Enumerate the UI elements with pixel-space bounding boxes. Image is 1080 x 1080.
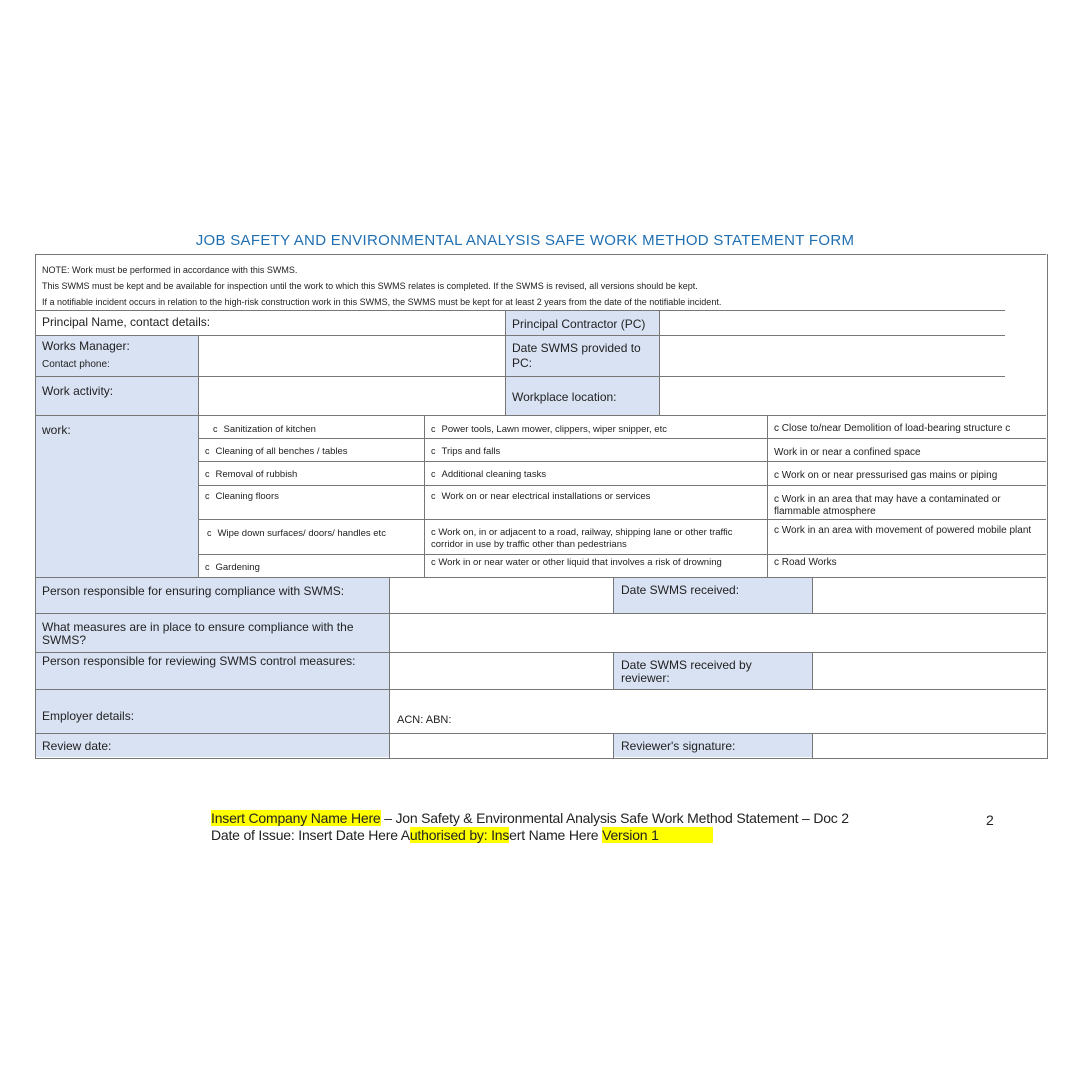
person-reviewing-label: Person responsible for reviewing SWMS control measures: [42, 654, 356, 668]
line-v3 [659, 310, 660, 416]
line-h3 [35, 376, 1005, 377]
hazard-label[interactable]: c Work on or near pressurised gas mains or piping [774, 470, 998, 481]
date-swms-provided-label: Date SWMS provided to PC: [512, 341, 641, 370]
hazard-label[interactable]: c Road Works [774, 557, 837, 568]
principal-name-label: Principal Name, contact details: [42, 315, 211, 329]
line-h9 [198, 554, 1046, 555]
work-activity-label: Work activity: [42, 384, 114, 398]
date-swms-received-label: Date SWMS received: [621, 583, 740, 597]
footer-line-2 [211, 827, 713, 843]
line-v1 [198, 335, 199, 578]
task-label: Wipe down surfaces/ doors/ handles etc [217, 528, 386, 539]
hazard-label[interactable]: c Work in an area with movement of powered mobile plant [774, 525, 1032, 536]
principal-contractor-label: Principal Contractor (PC) [512, 317, 646, 331]
hazard-item[interactable] [431, 490, 650, 503]
hazard-item[interactable] [431, 468, 546, 481]
hazard-item[interactable] [431, 423, 667, 436]
acn-abn-label: ACN: ABN: [397, 714, 452, 726]
checkbox-icon[interactable]: c [205, 446, 210, 456]
checkbox-icon[interactable]: c [431, 469, 436, 479]
footer-authorised: uthorised by: Ins [409, 827, 510, 843]
checkbox-icon[interactable]: c [205, 491, 210, 501]
footer-doc-title: – Jon Safety & Environmental Analysis Safe Work Method Statement – Doc 2 [380, 810, 849, 826]
form-notes [42, 262, 721, 310]
footer-company: Insert Company Name Here [211, 810, 381, 826]
checkbox-icon[interactable]: c [205, 562, 210, 572]
line-h5 [198, 438, 1046, 439]
line-h12 [35, 652, 1046, 653]
hazard-label: Trips and falls [441, 446, 501, 457]
task-item[interactable] [207, 527, 386, 540]
hazard-label[interactable]: Work in or near a confined space [774, 447, 921, 458]
checkbox-icon[interactable]: c [431, 446, 436, 456]
task-item[interactable] [205, 561, 260, 574]
footer-line-1 [211, 810, 849, 826]
task-label: Removal of rubbish [215, 469, 298, 480]
line-v4 [424, 415, 425, 578]
line-h2 [35, 335, 1005, 336]
task-item[interactable] [205, 490, 279, 503]
workplace-location-label: Workplace location: [512, 390, 617, 404]
hazard-label[interactable]: c Work in or near water or other liquid that involves a risk of drowning [431, 557, 722, 568]
task-label: Sanitization of kitchen [223, 424, 316, 435]
task-item[interactable] [213, 423, 316, 436]
line-v10 [812, 652, 813, 690]
line-v6 [389, 577, 390, 758]
note-line-3: If a notifiable incident occurs in relation to the high-risk construction work in this SWMS, the SWMS must be kept for at least 2 years from the date of the notifiable incident. [42, 297, 722, 307]
form-title: JOB SAFETY AND ENVIRONMENTAL ANALYSIS SAFE WORK METHOD STATEMENT FORM [195, 232, 855, 249]
line-v11 [613, 733, 614, 758]
task-item[interactable] [205, 445, 348, 458]
date-received-reviewer-label: Date SWMS received by reviewer: [621, 658, 752, 685]
checkbox-icon[interactable]: c [431, 491, 436, 501]
hazard-label: Power tools, Lawn mower, clippers, wiper snipper, etc [441, 424, 667, 435]
works-manager-label: Works Manager: [42, 339, 130, 353]
contact-phone-label: Contact phone: [42, 359, 110, 370]
line-v5 [767, 415, 768, 578]
line-h8 [198, 519, 1046, 520]
line-h4 [35, 415, 1046, 416]
line-h11 [35, 613, 1046, 614]
task-label: Cleaning floors [215, 491, 279, 502]
hazard-label: Additional cleaning tasks [441, 469, 547, 480]
page-number: 2 [986, 812, 994, 828]
footer-date-issue: Date of Issue: Insert Date Here A [211, 827, 410, 843]
line-v12 [812, 733, 813, 758]
line-v9 [613, 652, 614, 690]
footer-version: Version 1 [602, 827, 713, 843]
footer-name: ert Name Here [509, 827, 603, 843]
employer-details-label: Employer details: [42, 709, 135, 723]
task-item[interactable] [205, 468, 297, 481]
review-date-label: Review date: [42, 739, 112, 753]
line-v7 [613, 577, 614, 613]
line-v2 [505, 310, 506, 416]
line-h10 [35, 577, 1046, 578]
note-line-2: This SWMS must be kept and be available for inspection until the work to which this SWMS relates is completed. If the SWMS is revised, all versions should be kept. [42, 281, 698, 291]
line-h14 [35, 733, 1046, 734]
line-h7 [198, 485, 1046, 486]
frame-top-line [35, 254, 1046, 255]
hazard-label[interactable]: c Close to/near Demolition of load-bearing structure c [774, 423, 1011, 434]
work-label: work: [42, 423, 71, 437]
checkbox-icon[interactable]: c [207, 528, 212, 538]
person-responsible-label: Person responsible for ensuring compliance with SWMS: [42, 584, 345, 598]
checkbox-icon[interactable]: c [431, 424, 436, 434]
checkbox-icon[interactable]: c [205, 469, 210, 479]
hazard-label: Work on or near electrical installations or services [441, 491, 651, 502]
reviewer-signature-label: Reviewer's signature: [621, 739, 736, 753]
line-h13 [35, 689, 1046, 690]
line-v8 [812, 577, 813, 613]
checkbox-icon[interactable]: c [213, 424, 218, 434]
note-line-1: NOTE: Work must be performed in accordance with this SWMS. [42, 265, 298, 275]
hazard-label[interactable]: c Work on, in or adjacent to a road, railway, shipping lane or other traffic corridor in use by traffic other than pedestrians [431, 527, 733, 550]
hazard-label[interactable]: c Work in an area that may have a contaminated or flammable atmosphere [774, 494, 1001, 517]
measures-label: What measures are in place to ensure compliance with the SWMS? [42, 620, 354, 647]
task-label: Gardening [215, 562, 260, 573]
shade-work [36, 416, 198, 577]
line-h1 [35, 310, 1005, 311]
task-label: Cleaning of all benches / tables [215, 446, 348, 457]
line-h6 [198, 461, 1046, 462]
hazard-item[interactable] [431, 445, 500, 458]
